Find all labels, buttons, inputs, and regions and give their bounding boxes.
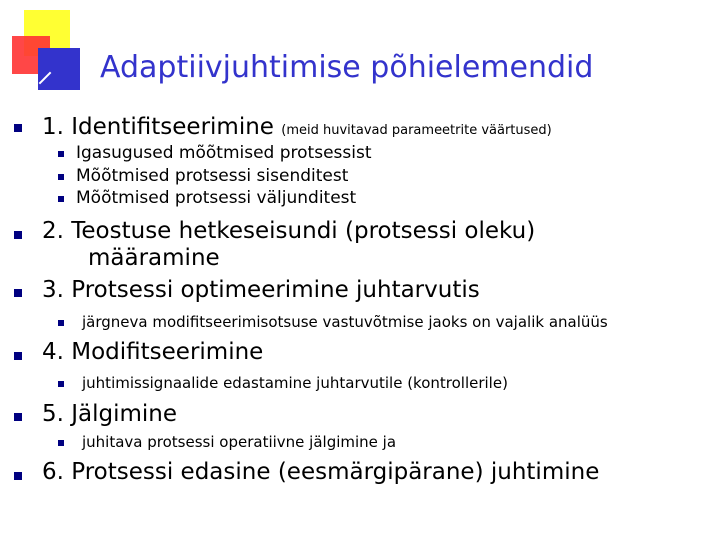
bullet-icon bbox=[14, 289, 22, 297]
list-item-label-line1: 2. Teostuse hetkeseisundi (protsessi oleku) bbox=[42, 218, 536, 244]
bullet-icon bbox=[58, 196, 64, 202]
sub-item: juhtimissignaalide edastamine juhtarvutile (kontrollerile) bbox=[82, 374, 508, 392]
list-item-1 bbox=[42, 114, 552, 144]
bullet-icon bbox=[14, 231, 22, 239]
sub-item: Mõõtmised protsessi väljunditest bbox=[76, 188, 357, 208]
list-item-label-line2: määramine bbox=[88, 245, 220, 271]
sub-item: Mõõtmised protsessi sisenditest bbox=[76, 166, 349, 186]
slide-title: Adaptiivjuhtimise põhielemendid bbox=[100, 50, 594, 85]
bullet-icon bbox=[58, 151, 64, 157]
bullet-icon bbox=[58, 381, 64, 387]
sub-item: juhitava protsessi operatiivne jälgimine ja bbox=[82, 433, 397, 451]
list-item-3: 3. Protsessi optimeerimine juhtarvutis bbox=[42, 277, 480, 303]
bullet-icon bbox=[14, 413, 22, 421]
sub-item: Igasugused mõõtmised protsessist bbox=[76, 143, 372, 163]
bullet-icon bbox=[58, 320, 64, 326]
logo-square-blue bbox=[38, 48, 80, 90]
bullet-icon bbox=[14, 124, 22, 132]
bullet-icon bbox=[58, 440, 64, 446]
list-item-4: 4. Modifitseerimine bbox=[42, 339, 264, 365]
list-item-5: 5. Jälgimine bbox=[42, 401, 178, 427]
list-item-6: 6. Protsessi edasine (eesmärgipärane) juhtimine bbox=[42, 459, 600, 485]
list-item-2 bbox=[42, 218, 535, 272]
list-item-label: 1. Identifitseerimine bbox=[42, 114, 274, 140]
sub-item: järgneva modifitseerimisotsuse vastuvõtmise jaoks on vajalik analüüs bbox=[82, 313, 608, 331]
bullet-icon bbox=[14, 352, 22, 360]
bullet-icon bbox=[58, 174, 64, 180]
list-item-note: (meid huvitavad parameetrite väärtused) bbox=[281, 123, 552, 138]
bullet-icon bbox=[14, 472, 22, 480]
